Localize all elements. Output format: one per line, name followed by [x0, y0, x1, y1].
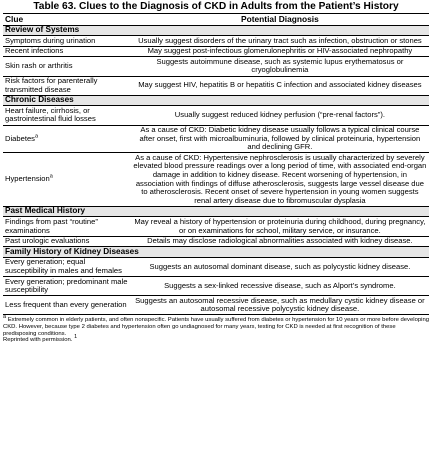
- clue-text: Recent infections: [5, 46, 64, 56]
- clue-text: Findings from past “routine” examinations: [5, 216, 98, 235]
- section-heading: Review of Systems: [3, 25, 429, 36]
- footnote-ref: a: [49, 173, 53, 180]
- clue-cell: [3, 217, 131, 236]
- table-row: [3, 257, 429, 276]
- clue-text: Less frequent than every generation: [5, 300, 127, 310]
- table-row: [3, 57, 429, 76]
- section-heading: Chronic Diseases: [3, 95, 429, 106]
- diagnosis-cell: Details may disclose radiological abnormalities associated with kidney disease.: [131, 236, 429, 247]
- table-row: [3, 217, 429, 236]
- clue-cell: [3, 257, 131, 276]
- footnote-text: Extremely common in elderly patients, and often nonspecific. Patients have usually suffered from diabetes or hypertension for 10 years or more before developing CKD. However, because type 2 diabetes and hypertension often go undiagnosed for many years, testing for CKD is needed at first recognition of these predisposing conditions.: [3, 317, 430, 337]
- diagnosis-cell: Suggests an autosomal dominant disease, such as polycystic kidney disease.: [131, 257, 429, 276]
- clue-cell: [3, 296, 131, 315]
- clue-text: Every generation; equal susceptibility in males and females: [5, 257, 122, 275]
- clue-cell: [3, 236, 131, 247]
- clue-text: Hypertension: [5, 174, 50, 184]
- diagnosis-cell: Suggests an autosomal recessive disease, such as medullary cystic kidney disease or autosomal recessive polycystic kidney disease.: [131, 296, 429, 315]
- section-row: [3, 247, 429, 258]
- table-row: [3, 46, 429, 57]
- clue-text: Diabetes: [5, 133, 35, 143]
- table-row: [3, 106, 429, 125]
- diagnosis-cell: Usually suggest reduced kidney perfusion (“pre-renal factors”).: [131, 106, 429, 125]
- table-row: [3, 236, 429, 247]
- clue-cell: [3, 125, 131, 153]
- table-row: [3, 36, 429, 47]
- footnote: [3, 314, 430, 344]
- header-row: [3, 14, 429, 26]
- header-diagnosis: Potential Diagnosis: [131, 14, 429, 26]
- section-heading: Family History of Kidney Diseases: [3, 247, 429, 258]
- diagnosis-cell: Suggests a sex-linked recessive disease, such as Alport’s syndrome.: [131, 277, 429, 296]
- clue-cell: [3, 76, 131, 95]
- table-body: [3, 25, 429, 315]
- diagnosis-cell: May suggest post-infectious glomerulonephritis or HIV-associated nephropathy: [131, 46, 429, 57]
- section-heading: Past Medical History: [3, 206, 429, 217]
- section-row: [3, 206, 429, 217]
- table-title: Table 63. Clues to the Diagnosis of CKD in Adults from the Patient’s History: [33, 1, 399, 12]
- clue-text: Every generation; predominant male susceptibility: [5, 276, 128, 295]
- clue-cell: [3, 57, 131, 76]
- section-row: [3, 95, 429, 106]
- clue-text: Skin rash or arthritis: [5, 61, 73, 71]
- reference-marker: 1: [74, 334, 78, 341]
- clue-cell: [3, 36, 131, 47]
- header-clue: Clue: [3, 14, 131, 26]
- clue-cell: [3, 106, 131, 125]
- clues-table: [3, 13, 429, 315]
- diagnosis-cell: May suggest HIV, hepatitis B or hepatitis C infection and associated kidney diseases: [131, 76, 429, 95]
- clue-cell: [3, 277, 131, 296]
- clue-cell: [3, 46, 131, 57]
- diagnosis-cell: May reveal a history of hypertension or proteinuria during childhood, during pregnancy, or on examinations for school, military service, or insurance.: [131, 217, 429, 236]
- clue-text: Risk factors for parenterally transmitted disease: [5, 76, 98, 94]
- clue-text: Past urologic evaluations: [5, 236, 90, 246]
- section-row: [3, 25, 429, 36]
- table-row: [3, 125, 429, 153]
- footnote-ref: a: [34, 133, 39, 140]
- clue-cell: [3, 153, 131, 207]
- diagnosis-cell: Suggests autoimmune disease, such as systemic lupus erythematosus or cryoglobulinemia: [131, 57, 429, 76]
- table-row: [3, 296, 429, 315]
- diagnosis-cell: Usually suggest disorders of the urinary tract such as infection, obstruction or stones: [131, 36, 429, 47]
- table-row: [3, 76, 429, 95]
- reprint-note: Reprinted with permission.: [3, 337, 73, 344]
- diagnosis-cell: As a cause of CKD: Diabetic kidney disease usually follows a typical clinical course after onset, first with microalbuminuria, followed by clinical proteinuria, hypertension and declining GFR.: [131, 125, 429, 153]
- diagnosis-cell: As a cause of CKD: Hypertensive nephrosclerosis is usually characterized by severely elevated blood pressure readings over a long period of time, with associated end-organ damage in addition to kidney disease. Recent worsening of hypertension, in association with findings of diffuse atherosclerosis, suggests large vessel disease due to atherosclerosis. Recent onset of severe hypertension in young women suggests renal artery disease due to fibromuscular dysplasia: [131, 153, 429, 207]
- table-row: [3, 153, 429, 207]
- footnote-marker: a: [3, 314, 7, 321]
- clue-text: Symptoms during urination: [5, 35, 96, 45]
- clue-text: Heart failure, cirrhosis, or gastrointestinal fluid losses: [5, 105, 96, 124]
- table-row: [3, 277, 429, 296]
